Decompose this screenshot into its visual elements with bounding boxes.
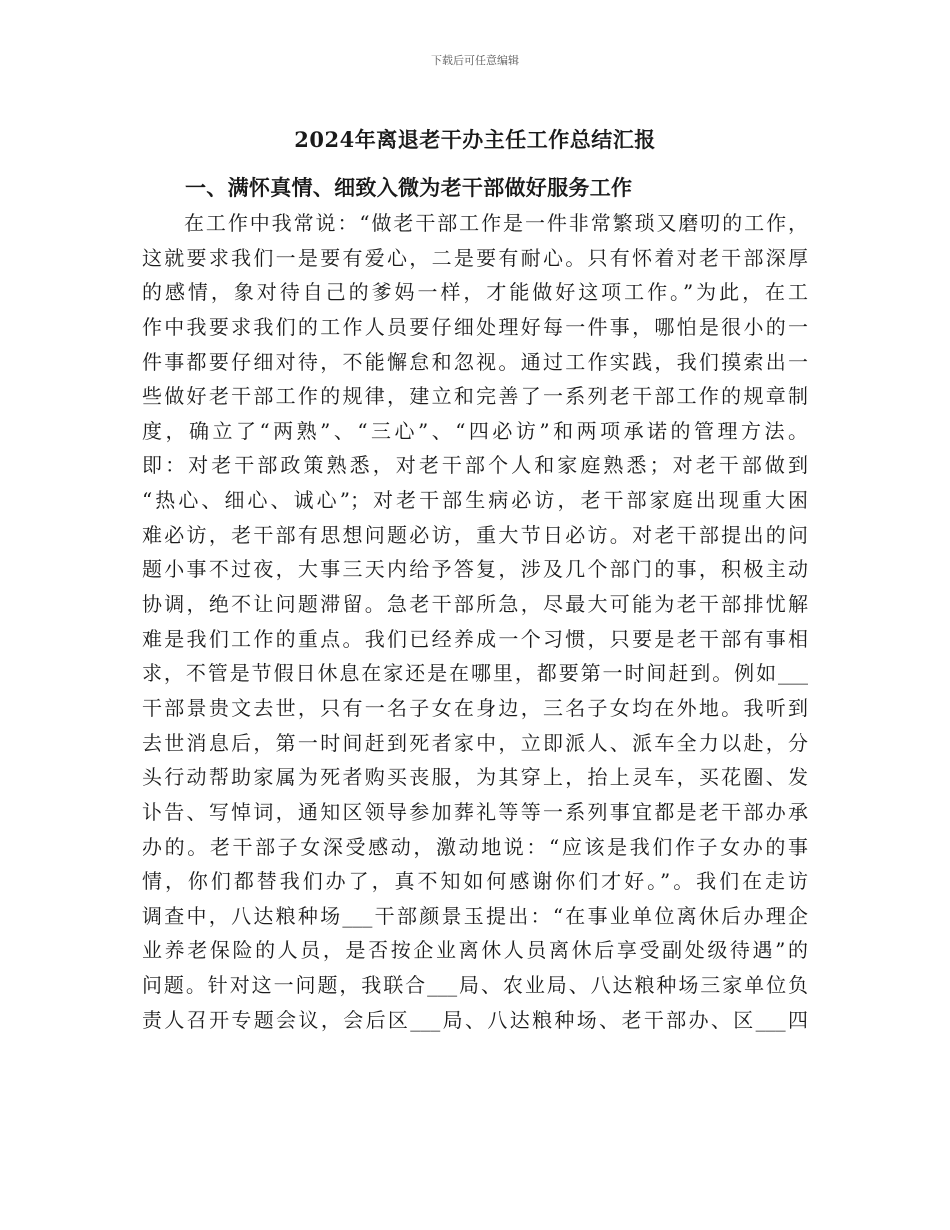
body-line: 求，不管是节假日休息在家还是在哪里，都要第一时间赶到。例如___: [142, 661, 808, 686]
body-line: 的感情，象对待自己的爹妈一样，才能做好这项工作。”为此，在工: [142, 280, 808, 305]
body-line: 干部景贵文去世，只有一名子女在身边，三名子女均在外地。我听到: [142, 695, 808, 720]
body-line: 办的。老干部子女深受感动，激动地说：“应该是我们作子女办的事: [142, 834, 808, 859]
body-line: “热心、细心、诚心”；对老干部生病必访，老干部家庭出现重大困: [142, 488, 808, 513]
body-line: 题小事不过夜，大事三天内给予答复，涉及几个部门的事，积极主动: [142, 557, 808, 582]
body-line: 情，你们都替我们办了，真不知如何感谢你们才好。”。我们在走访: [142, 869, 808, 894]
body-line: 去世消息后，第一时间赶到死者家中，立即派人、派车全力以赴，分: [142, 730, 808, 755]
body-line: 头行动帮助家属为死者购买丧服，为其穿上，抬上灵车，买花圈、发: [142, 765, 808, 790]
body-line: 问题。针对这一问题，我联合___局、农业局、八达粮种场三家单位负: [142, 973, 808, 998]
body-line: 业养老保险的人员，是否按企业离休人员离休后享受副处级待遇”的: [142, 938, 808, 963]
body-line: 这就要求我们一是要有爱心，二是要有耐心。只有怀着对老干部深厚: [142, 245, 808, 270]
body-line: 难必访，老干部有思想问题必访，重大节日必访。对老干部提出的问: [142, 522, 808, 547]
body-line: 在工作中我常说：“做老干部工作是一件非常繁琐又磨叨的工作，: [184, 211, 808, 235]
document-title: 2024年离退老干办主任工作总结汇报: [294, 127, 656, 152]
body-text: [142, 206, 808, 1037]
section-heading: 一、满怀真情、细致入微为老干部做好服务工作: [185, 175, 633, 200]
body-line: 责人召开专题会议，会后区___局、八达粮种场、老干部办、区___四: [142, 1007, 808, 1032]
body-line: 协调，绝不让问题滞留。急老干部所急，尽最大可能为老干部排忧解: [142, 592, 808, 617]
body-line: 难是我们工作的重点。我们已经养成一个习惯，只要是老干部有事相: [142, 626, 808, 651]
body-line: 件事都要仔细对待，不能懈怠和忽视。通过工作实践，我们摸索出一: [142, 349, 808, 374]
page-header-note: 下载后可任意编辑: [431, 54, 519, 67]
body-line: 度，确立了“两熟”、“三心”、“四必访”和两项承诺的管理方法。: [142, 418, 808, 443]
body-line: 讣告、写悼词，通知区领导参加葬礼等等一系列事宜都是老干部办承: [142, 799, 808, 824]
body-line: 即：对老干部政策熟悉，对老干部个人和家庭熟悉；对老干部做到: [142, 453, 808, 478]
body-line: 些做好老干部工作的规律，建立和完善了一系列老干部工作的规章制: [142, 384, 808, 409]
body-line: 调查中，八达粮种场___干部颜景玉提出：“在事业单位离休后办理企: [142, 903, 808, 928]
body-line: 作中我要求我们的工作人员要仔细处理好每一件事，哪怕是很小的一: [142, 314, 808, 339]
